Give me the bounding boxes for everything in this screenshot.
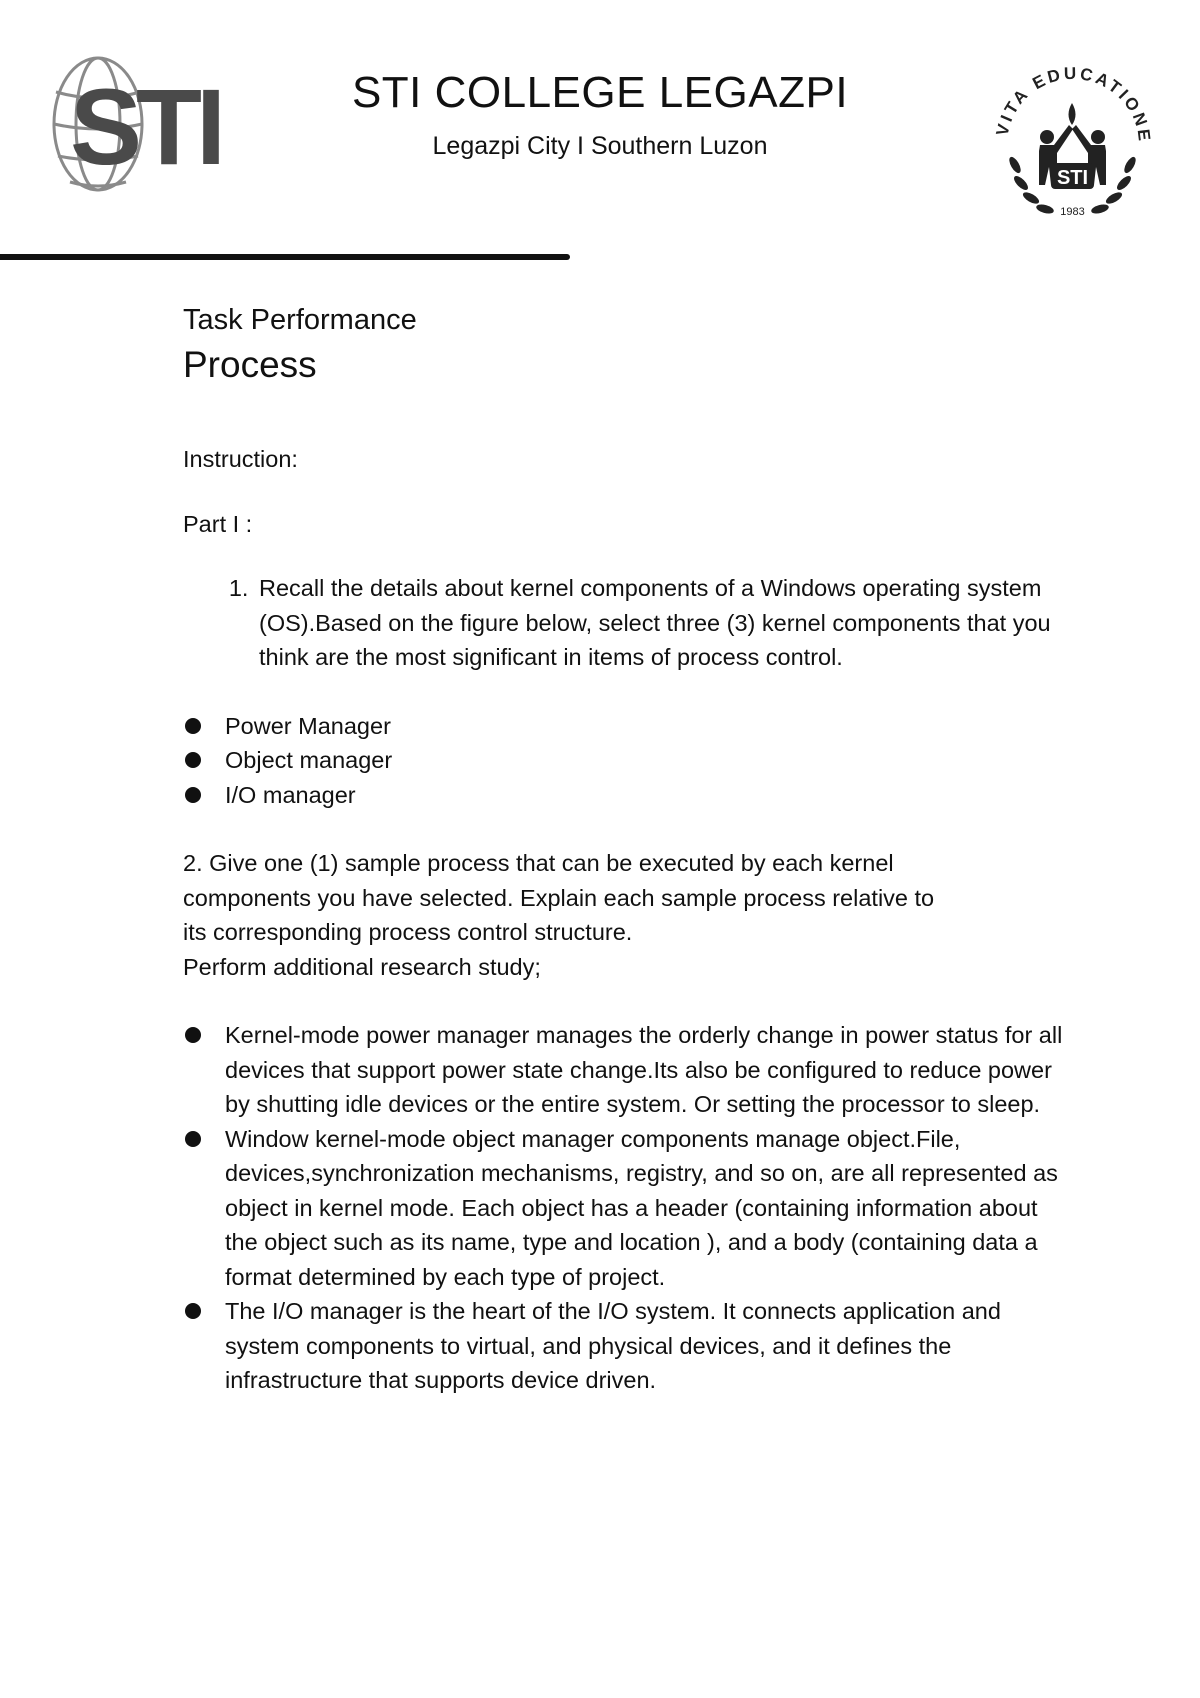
sti-logo-text: STI xyxy=(70,66,221,187)
question-list xyxy=(183,571,1063,675)
selected-components-list xyxy=(183,709,1063,813)
document-title: Process xyxy=(183,344,317,385)
sti-vita-educationem-seal-icon xyxy=(985,45,1160,230)
question-1: 1. Recall the details about kernel components of a Windows operating system (OS).Based on the figure below, select three (3) kernel components that you think are the most significant in items of process control. xyxy=(255,571,1063,675)
question-2-line: its corresponding process control structure. xyxy=(183,919,633,945)
seal-year: 1983 xyxy=(1060,206,1085,218)
component-name: Object manager xyxy=(225,747,393,773)
list-item xyxy=(183,1018,1063,1122)
sti-logo xyxy=(40,52,250,202)
seal-motto: VITA EDUCATIONE xyxy=(992,63,1155,145)
bullet-icon xyxy=(185,752,201,768)
answer-io-manager: The I/O manager is the heart of the I/O system. It connects application and system components to virtual, and physical devices, and it defines the infrastructure that supports device driven. xyxy=(225,1298,1001,1393)
list-item xyxy=(183,778,1063,813)
list-item xyxy=(183,1122,1063,1295)
list-item xyxy=(183,1294,1063,1398)
school-title: STI COLLEGE LEGAZPI xyxy=(351,68,849,117)
task-label: Task Performance xyxy=(183,304,417,336)
research-note: Perform additional research study; xyxy=(183,953,541,980)
question-2-line: 2. Give one (1) sample process that can be executed by each kernel xyxy=(183,850,894,876)
header-divider xyxy=(0,254,570,260)
bullet-icon xyxy=(185,718,201,734)
bullet-icon xyxy=(185,1303,201,1319)
list-item xyxy=(183,743,1063,778)
answer-object-manager: Window kernel-mode object manager components manage object.File, devices,synchronization mechanisms, registry, and so on, are all represented as object in kernel mode. Each object has a header (containing information about the object such as its name, type and location ), and a body (containing data a format determined by each type of project. xyxy=(225,1125,1058,1290)
part-label: Part I : xyxy=(183,510,253,537)
question-2-line: components you have selected. Explain each sample process relative to xyxy=(183,884,935,911)
component-name: I/O manager xyxy=(225,781,356,808)
instruction-label: Instruction: xyxy=(183,446,298,472)
bullet-icon xyxy=(185,787,201,803)
sti-seal xyxy=(985,45,1160,230)
list-item xyxy=(183,709,1063,744)
bullet-icon xyxy=(185,1131,201,1147)
bullet-icon xyxy=(185,1027,201,1043)
answer-power-manager: Kernel-mode power manager manages the orderly change in power status for all devices that support power state change.Its also be configured to reduce power by shutting idle devices or the entire system. Or setting the processor to sleep. xyxy=(225,1022,1063,1117)
component-name: Power Manager xyxy=(225,712,391,739)
school-location: Legazpi City I Southern Luzon xyxy=(432,132,768,160)
document-body xyxy=(183,300,1063,1398)
sti-globe-logo-icon xyxy=(40,52,250,202)
seal-center-text: STI xyxy=(1056,167,1089,189)
answers-list xyxy=(183,1018,1063,1398)
